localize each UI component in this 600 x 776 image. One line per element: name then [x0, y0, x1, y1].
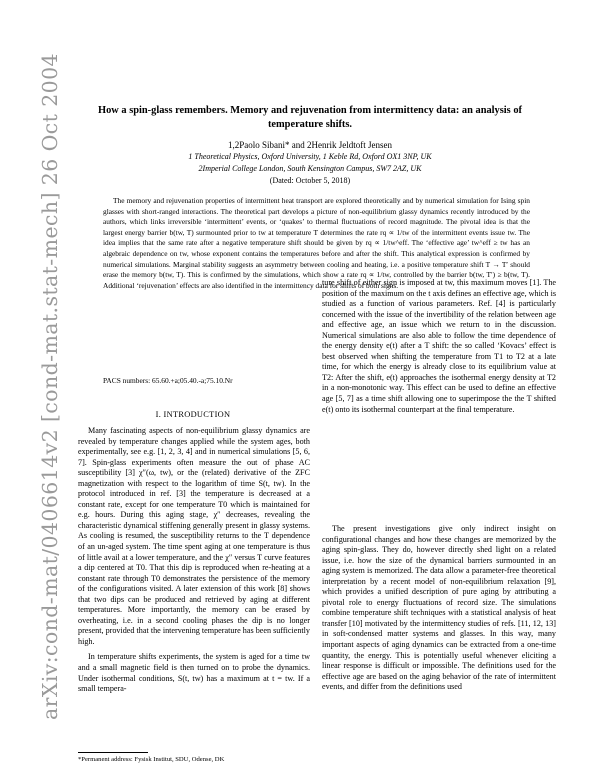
intro-paragraph-4: The present investigations give only indirect insight on configurational changes and how these changes are memorized by the aging spin-glass. They do, however directly shed light on a related issue, i.e. how the size of the dynamical barriers surmounted in an aging system is memorized. The data allow a parameter-free theoretical interpretation by a recent model of non-equilibrium relaxation [9], which provides a unified description of pure aging by attributing a pivotal role to energy fluctuations of record size. The simulations combine temperature shift techniques with a statistical analysis of heat transfer [10] motivated by the intermittency studies of refs. [11, 12, 13] in soft-condensed matter systems and glasses. In this way, many important aspects of aging dynamics can be extracted from a one-time quantity, the energy. This is potentially useful whenever eliciting a linear response is difficult or impossible. The definitions used for the effective age are based on the aging behavior of the rate of intermittent events, and differ from the definitions used: [322, 524, 556, 692]
affiliation-oxford: 1 Theoretical Physics, Oxford University, 1 Keble Rd, Oxford OX1 3NP, UK: [188, 152, 432, 161]
arxiv-identifier-text: arXiv:cond-mat/0406614v2 [cond-mat.stat-mech] 26 Oct 2004: [38, 53, 62, 720]
intro-paragraph-2: In temperature shifts experiments, the system is aged for a time tw and a small magnetic field is then turned on to probe the dynamics. Under isothermal conditions, S(t, tw) has a maximum at t = tw. If a small tempera-: [78, 652, 310, 694]
footnote-rule: [78, 752, 148, 753]
intro-paragraph-1: Many fascinating aspects of non-equilibrium glassy dynamics are revealed by temperature changes applied while the system ages, both experimentally, see e.g. [1, 2, 3, 4] and in numerical simulations [5, 6, 7]. Spin-glass experiments often measure the out of phase AC susceptibility [3] χ″(ω, tw), or the (related) derivative of the ZFC magnetization with respect to the logarithm of time S(t, tw). In the protocol introduced in ref. [3] the temperature is decreased at a constant rate, except for one temperature T0 which is maintained for e.g. hours. During this aging stage, χ″ decreases, revealing the characteristic dynamical stiffening generally present in glassy systems. As cooling is resumed, the susceptibility returns to the T dependence of an un-aged system. The time spent aging at one temperature is thus of little avail at a lower temperature, and the χ″ versus T curve features a dip centered at T0. That this dip is reproduced when re-heating at a constant rate through T0 demonstrates the persistence of the memory of the configurations visited. A later extension of this work [8] shows that two dips can be produced and retrieved by aging at different temperatures. More importantly, the memory can be erased by overheating, i.e. in a second cooling phases the dip is no longer present, provided that the intervening temperature has been sufficiently high.: [78, 426, 310, 646]
footnote-permanent-address: *Permanent address: Fysisk Institut, SDU, Odense, DK: [78, 756, 225, 763]
abstract: The memory and rejuvenation properties of intermittent heat transport are explored theoretically and by numerical simulation for Ising spin glasses with short-ranged interactions. The theoretical part develops a picture of non-equilibrium glassy dynamics recently introduced by the authors, which links irreversible ‘intermittent’ events, or ‘quakes’ to thermal fluctuations of record magnitude. The pivotal idea is that the largest energy barrier b(tw, T) surmounted prior to tw at temperature T determines the rate rq ∝ 1/tw of the intermittent events issue tw. The idea implies that the same rate after a negative temperature shift should be given by rq ∝ 1/tw^eff. The ‘effective age’ tw^eff ≥ tw has an algebraic dependence on tw, whose exponent contains the temperatures before and after the shift. This analytical expression is confirmed by numerical simulations. Marginal stability suggests an asymmetry between cooling and heating, i.e. a positive temperature shift T → T′ should erase the memory b(tw, T). This is confirmed by the simulations, which show a rate rq ∝ 1/tw, controlled by the barrier b(tw, T′) ≥ b(tw, T). Additional ‘rejuvenation’ effects are also identified in the intermittency data for shifts of both signs.: [103, 196, 530, 290]
affiliation-imperial: 2Imperial College London, South Kensington Campus, SW7 2AZ, UK: [198, 164, 422, 173]
paper-title: How a spin-glass remembers. Memory and rejuvenation from intermittency data: an analysis of temperature shifts.: [98, 105, 522, 130]
arxiv-identifier-stamp: [8, 53, 62, 720]
pacs-numbers: PACS numbers: 65.60.+a;05.40.-a;75.10.Nr: [103, 376, 233, 385]
author-list: 1,2Paolo Sibani* and 2Henrik Jeldtoft Jensen: [228, 140, 392, 150]
date-line: (Dated: October 5, 2018): [269, 176, 351, 185]
left-column: [78, 426, 310, 695]
section-heading-introduction: I. INTRODUCTION: [155, 410, 231, 419]
intro-paragraph-3: ture shift of either sign is imposed at tw, this maximum moves [1]. The position of the maximum on the t axis defines an effective age, which is studied as a function of various parameters. Ref. [4] is particularly concerned with the issue of the invertibility of the relation between age and effective age, an issue which we return to in the discussion. Numerical simulations are also able to follow the time dependence of the energy density e(t) after a T shift: the so called ‘Kovacs’ effect is best observed when shifting the temperature from T1 to T2 at a late time, for which the energy is already close to its equilibrium value at T2: After the shift, e(t) approaches the isothermal energy density at T2 in a non-monotonic way. This effect can be used to define an effective age [5, 7] as a time shift allowing one to superimpose the the T shifted e(t) onto its isothermal counterpart at the final temperature.: [322, 278, 556, 414]
